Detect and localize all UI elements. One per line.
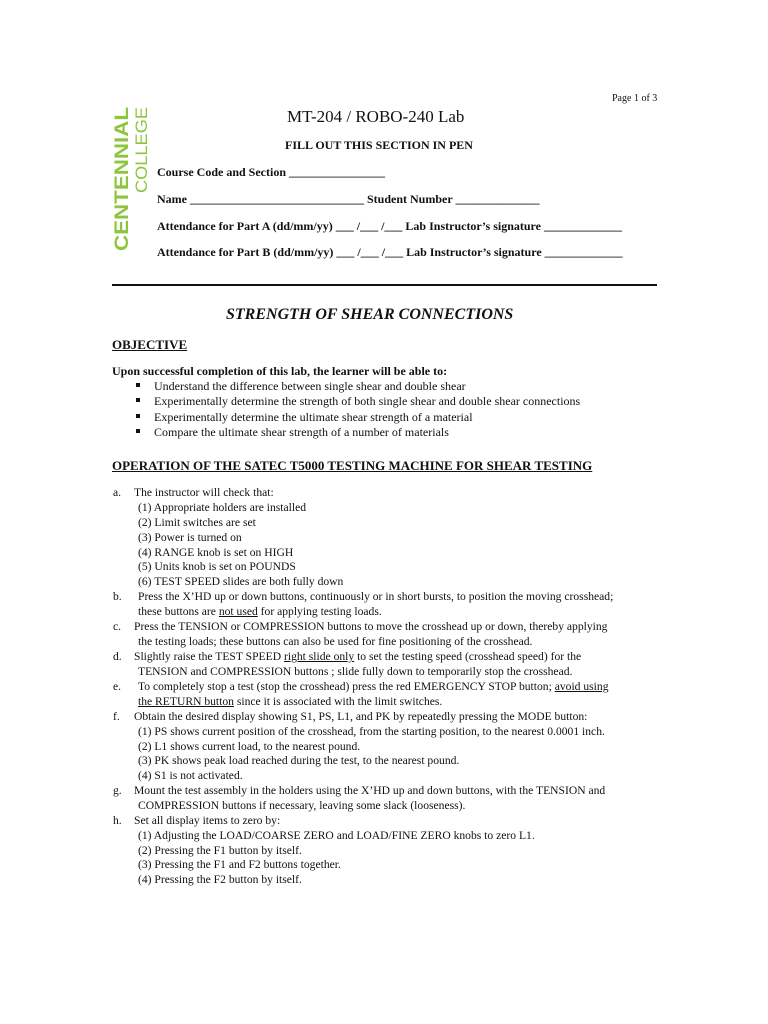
right-slide-emphasis: right slide only	[283, 650, 355, 663]
step-g-line-2: COMPRESSION buttons if necessary, leaving some slack (looseness).	[138, 799, 466, 812]
step-a-sub-item: (4) RANGE knob is set on HIGH	[138, 546, 294, 559]
step-c-line-1: Press the TENSION or COMPRESSION buttons to move the crosshead up or down, thereby applying	[134, 620, 608, 633]
step-a-sub-item: (5) Units knob is set on POUNDS	[138, 560, 296, 573]
logo-line-centennial: CENTENNIAL	[112, 128, 133, 251]
step-e-line-1: To completely stop a test (stop the crosshead) press the red EMERGENCY STOP button; avoid using	[138, 680, 609, 693]
not-used-emphasis: not used	[218, 605, 258, 618]
step-d-line-1: Slightly raise the TEST SPEED right slide only to set the testing speed (crosshead speed) for the	[134, 650, 582, 663]
step-marker: c.	[113, 620, 122, 633]
step-marker: g.	[113, 784, 122, 797]
lab-title: STRENGTH OF SHEAR CONNECTIONS	[226, 306, 514, 323]
step-h-sub-item: (2) Pressing the F1 button by itself.	[138, 844, 302, 857]
objective-item: Experimentally determine the ultimate shear strength of a material	[136, 410, 580, 425]
avoid-using-emphasis: avoid using	[554, 680, 609, 693]
step-f-text: Obtain the desired display showing S1, PS, L1, and PK by repeatedly pressing the MODE button:	[134, 710, 588, 723]
objective-lead: Upon successful completion of this lab, the learner will be able to:	[112, 364, 448, 378]
step-h-sub-item: (1) Adjusting the LOAD/COARSE ZERO and LOAD/FINE ZERO knobs to zero L1.	[138, 829, 535, 842]
step-f-sub-item: (2) L1 shows current load, to the nearest pound.	[138, 740, 361, 753]
step-g-line-1: Mount the test assembly in the holders using the X’HD up and down buttons, with the TENSION and	[134, 784, 606, 797]
step-f-sub-item: (1) PS shows current position of the crosshead, from the starting position, to the nearest 0.0001 inch.	[138, 725, 605, 738]
name-student-number-field: Name _____________________________ Student Number ______________	[157, 192, 540, 206]
step-c-line-2: the testing loads; these buttons can also be used for fine positioning of the crosshead.	[138, 635, 533, 648]
attendance-part-b-field: Attendance for Part B (dd/mm/yy) ___ /___ /___ Lab Instructor’s signature _____________	[157, 245, 623, 259]
objective-item: Understand the difference between single shear and double shear	[136, 379, 580, 394]
header-divider	[112, 284, 657, 286]
operation-heading: OPERATION OF THE SATEC T5000 TESTING MACHINE FOR SHEAR TESTING	[112, 458, 593, 473]
step-d-line-2: TENSION and COMPRESSION buttons ; slide fully down to temporarily stop the crosshead.	[138, 665, 573, 678]
step-f-sub-item: (3) PK shows peak load reached during the test, to the nearest pound.	[138, 754, 460, 767]
step-a-sub-item: (2) Limit switches are set	[138, 516, 256, 529]
logo-line-college: COLLEGE	[132, 112, 151, 193]
fill-in-pen-instruction: FILL OUT THIS SECTION IN PEN	[285, 138, 473, 152]
step-a-sub-item: (6) TEST SPEED slides are both fully down	[138, 575, 344, 588]
step-f-sub-item: (4) S1 is not activated.	[138, 769, 243, 782]
step-a-sub-item: (3) Power is turned on	[138, 531, 242, 544]
step-b-line-1: Press the X’HD up or down buttons, continuously or in short bursts, to position the moving crosshead;	[138, 590, 614, 603]
step-b-line-2: these buttons are not used for applying testing loads.	[138, 605, 382, 618]
objective-list	[136, 379, 580, 440]
step-marker: d.	[113, 650, 122, 663]
bullet-icon	[136, 429, 140, 433]
step-h-text: Set all display items to zero by:	[134, 814, 281, 827]
page-number: Page 1 of 3	[612, 93, 658, 104]
objective-heading: OBJECTIVE	[112, 337, 188, 352]
step-e-line-2: the RETURN button since it is associated with the limit switches.	[138, 695, 443, 708]
attendance-part-a-field: Attendance for Part A (dd/mm/yy) ___ /___ /___ Lab Instructor’s signature _____________	[157, 219, 622, 233]
bullet-icon	[136, 398, 140, 402]
step-a-sub-item: (1) Appropriate holders are installed	[138, 501, 307, 514]
bullet-icon	[136, 414, 140, 418]
step-marker: a.	[113, 486, 122, 499]
lab-course-title: MT-204 / ROBO-240 Lab	[287, 107, 465, 126]
college-logo	[103, 105, 149, 251]
step-marker: e.	[113, 680, 122, 693]
return-button-emphasis: the RETURN button	[138, 695, 234, 708]
objective-item: Compare the ultimate shear strength of a number of materials	[136, 425, 580, 440]
bullet-icon	[136, 383, 140, 387]
step-h-sub-item: (3) Pressing the F1 and F2 buttons together.	[138, 858, 341, 871]
step-marker: h.	[113, 814, 122, 827]
step-marker: f.	[113, 710, 120, 723]
step-h-sub-item: (4) Pressing the F2 button by itself.	[138, 873, 302, 886]
step-a-text: The instructor will check that:	[134, 486, 274, 499]
objective-item: Experimentally determine the strength of both single shear and double shear connections	[136, 394, 580, 409]
step-marker: b.	[113, 590, 122, 603]
course-code-field: Course Code and Section ________________	[157, 165, 386, 179]
